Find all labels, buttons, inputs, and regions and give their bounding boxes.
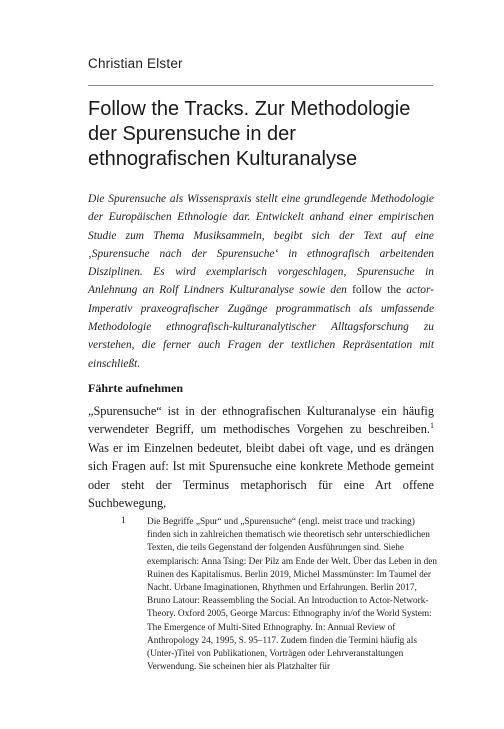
abstract xyxy=(88,190,434,373)
body-text-part2: Was er im Einzelnen bedeutet, bleibt dabei oft vage, und es drängen sich Fragen auf: Ist mit Spurensuche eine konkrete Methode gemeint oder steht der Terminus metaphorisch für eine Art offene Suchbewegung, xyxy=(88,440,434,511)
section-heading: Fährte aufnehmen xyxy=(88,381,183,395)
footnote-number: 1 xyxy=(121,516,126,526)
running-header-author: Christian Elster xyxy=(88,56,183,71)
article-title: Follow the Tracks. Zur Methodologie der Spurensuche in der ethnografischen Kulturanalyse xyxy=(88,98,411,170)
body-text-part1: „Spurensuche“ ist in der ethnografischen Kulturanalyse ein häufig verwendeter Begriff, um methodisches Vorgehen zu beschreiben. xyxy=(88,404,434,437)
abstract-upright-phrase: follow the xyxy=(352,284,402,297)
body-paragraph xyxy=(88,402,434,512)
footnote-reference[interactable]: 1 xyxy=(430,421,434,431)
abstract-text-part1: Die Spurensuche als Wissenspraxis stellt eine grundlegende Methodologie der Europäischen Ethnologie dar. Entwickelt anhand einer empirischen Studie zum Thema Musiksammeln, begibt sich der Text auf eine ‚Spurensuche nach der Spurensuche‘ in ethnografisch arbeitenden Disziplinen. Es wird exemplarisch vorgeschlagen, Spurensuche in Anlehnung an Rolf Lindners Kulturanalyse sowie den xyxy=(88,193,434,297)
header-divider xyxy=(88,85,433,86)
footnote-text: Die Begriffe „Spur“ und „Spurensuche“ (engl. meist trace und tracking) finden sich in zahlreichen thematisch wie theoretisch sehr unterschiedlichen Texten, die teils Gegenstand der folgenden Ausführungen sind. Siehe exemplarisch: Anna Tsing: Der Pilz am Ende der Welt. Über das Leben in den Ruinen des Kapitalismus. Berlin 2019, Michel Massmünster: Im Taumel der Nacht. Urbane Imaginationen, Rhythmen und Erfahrungen. Berlin 2017, Bruno Latour: Reassembling the Social. An Introduction to Actor-Network-Theory. Oxford 2005, George Marcus: Ethnography in/of the World System: The Emergence of Multi-Sited Ethnography. In: Annual Review of Anthropology 24, 1995, S. 95–117. Zudem finden die Termini häufig als (Unter-)Titel von Publikationen, Vorträgen oder Lehrveranstaltungen Verwendung. Sie scheinen hier als Platzhalter für xyxy=(147,517,437,673)
abstract-text-part2: actor-Imperativ praxeografischer Zugänge programmatisch als umfassende Methodologie ethnografisch-kulturanalytischer Alltagsforschung zu verstehen, die ferner auch Fragen der textlichen Repräsentation mit einschließt. xyxy=(88,284,434,370)
